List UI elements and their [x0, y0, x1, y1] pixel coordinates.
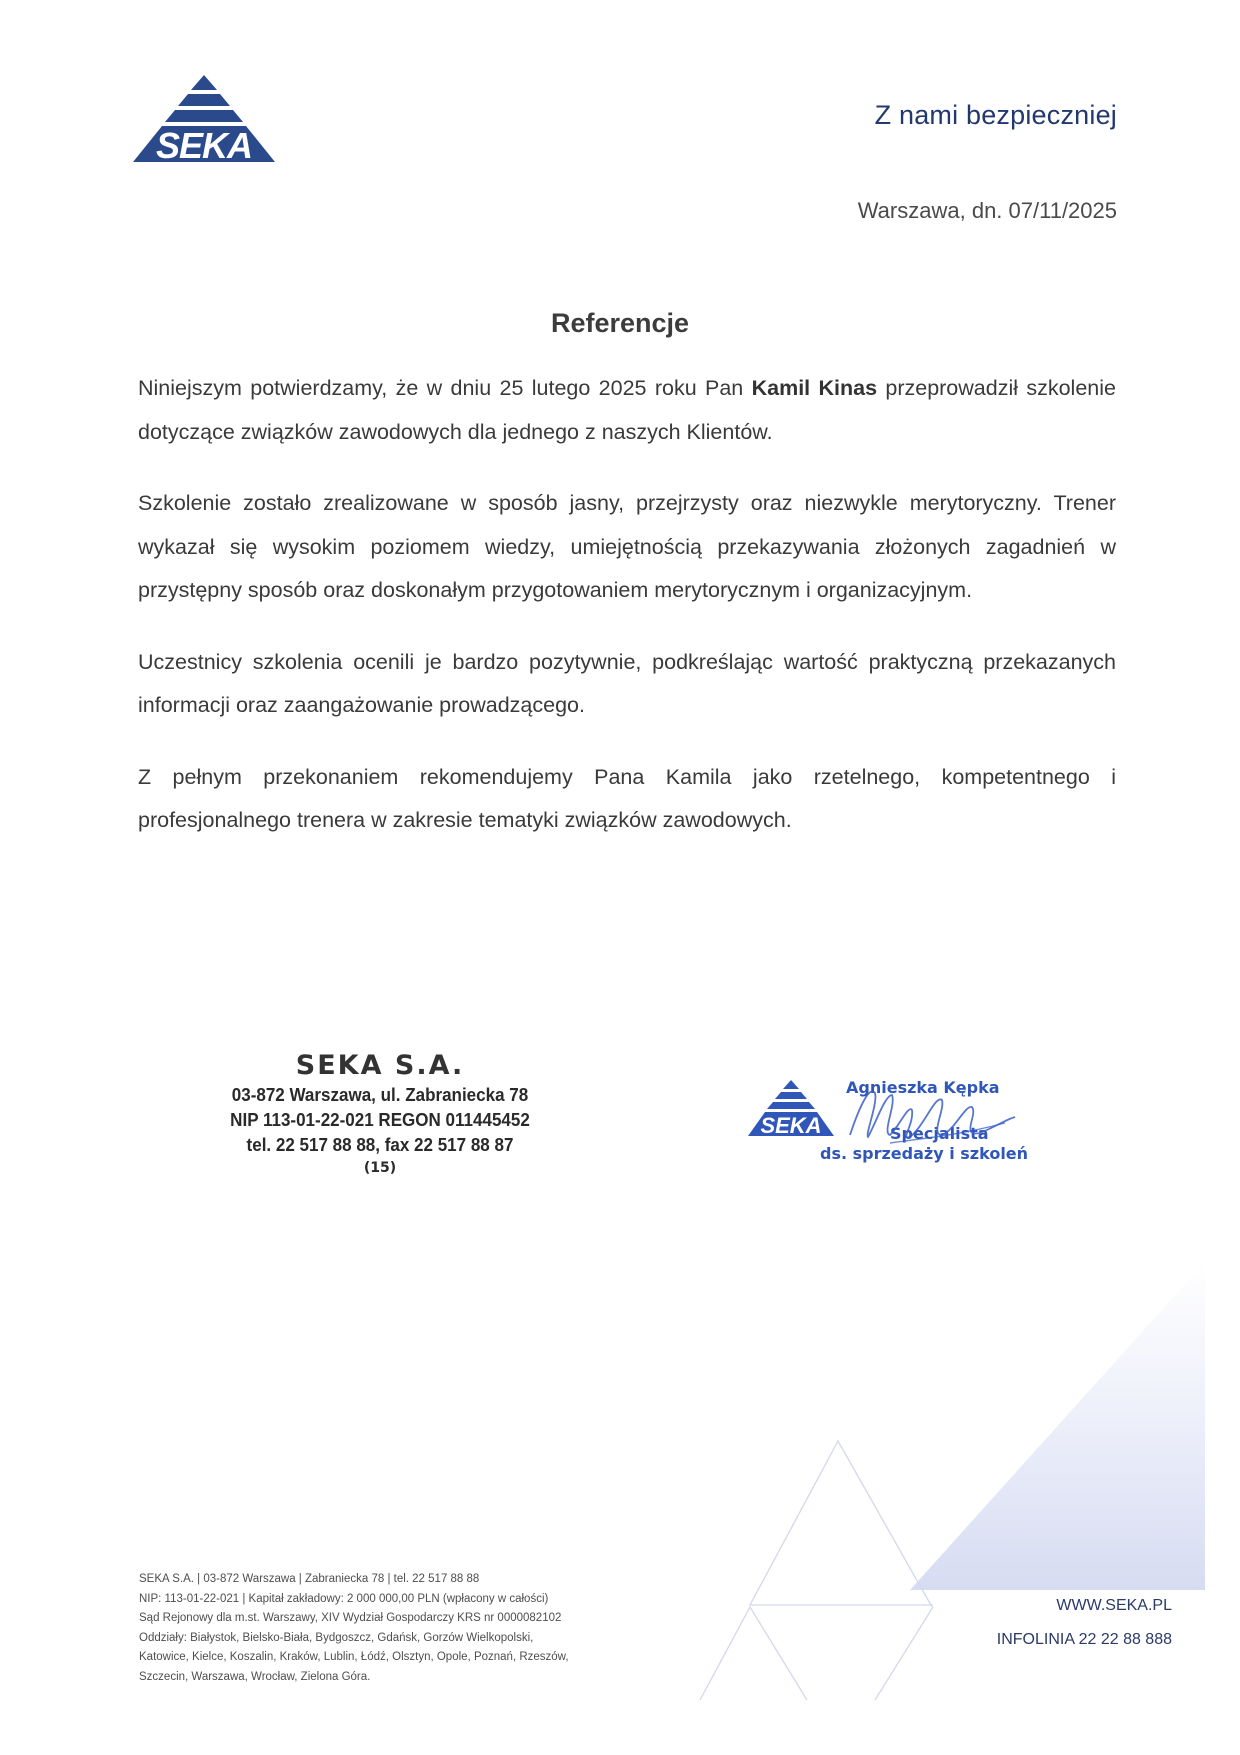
document-body: [138, 367, 1116, 871]
paragraph-4: Z pełnym przekonaniem rekomendujemy Pana Kamila jako rzetelnego, kompetentnego i profesjonalnego trenera w zakresie tematyki związków zawodowych.: [138, 764, 1116, 832]
paragraph-2: Szkolenie zostało zrealizowane w sposób jasny, przejrzysty oraz niezwykle merytoryczny. Trener wykazał się wysokim poziomem wiedzy, umiejętnością przekazywania złożonych zagadnień w przystępny sposób oraz doskonałym przygotowaniem merytorycznym i organizacyjnym.: [138, 491, 1116, 602]
svg-text:SEKA: SEKA: [760, 1113, 822, 1138]
footer-line: Szczecin, Warszawa, Wrocław, Zielona Góra.: [139, 1670, 371, 1683]
footer-website-link[interactable]: WWW.SEKA.PL: [1056, 1597, 1172, 1614]
stamp-address: 03-872 Warszawa, ul. Zabraniecka 78: [231, 1084, 529, 1105]
footer-line: Oddziały: Białystok, Bielsko-Biała, Bydgoszcz, Gdańsk, Gorzów Wielkopolski,: [139, 1631, 534, 1644]
trainer-name: Kamil Kinas: [751, 376, 878, 400]
footer-company-info: [139, 1570, 569, 1687]
footer-line: Katowice, Kielce, Koszalin, Kraków, Lublin, Łódź, Olsztyn, Opole, Poznań, Rzeszów,: [139, 1651, 569, 1663]
stamp-phones: tel. 22 517 88 88, fax 22 517 88 87: [246, 1134, 514, 1155]
signature-seka-logo: [748, 1080, 834, 1138]
footer-triangle-fill: [910, 1262, 1205, 1590]
signatory-name: Agnieszka Kępka: [846, 1078, 1000, 1097]
paragraph-3: Uczestnicy szkolenia ocenili je bardzo pozytywnie, podkreślając wartość praktyczną przekazanych informacji oraz zaangażowanie prowadzącego.: [138, 649, 1116, 717]
stamp-ids: NIP 113-01-22-021 REGON 011445452: [230, 1109, 530, 1130]
date-line: Warszawa, dn. 07/11/2025: [857, 198, 1117, 223]
footer-triangle-outline: [750, 1441, 932, 1607]
company-tagline: Z nami bezpieczniej: [874, 100, 1117, 130]
company-stamp: [190, 1050, 570, 1179]
signatory-role: Specjalista: [890, 1124, 989, 1143]
footer-lower-outline: [700, 1607, 807, 1700]
stamp-company-name: SEKA S.A.: [295, 1050, 465, 1081]
handwritten-signature: [830, 1065, 1020, 1160]
footer-infoline: INFOLINIA 22 22 88 888: [996, 1631, 1172, 1648]
footer-line: NIP: 113-01-22-021 | Kapitał zakładowy: 2 000 000,00 PLN (wpłacony w całości): [139, 1592, 549, 1605]
svg-text:SEKA: SEKA: [155, 125, 253, 166]
seka-logo: [133, 75, 275, 169]
document-title: Referencje: [550, 308, 690, 338]
footer-lower-line: [875, 1607, 933, 1700]
paragraph-1: Niniejszym potwierdzamy, że w dniu 25 lutego 2025 roku Pan Kamil Kinas przeprowadził szkolenie dotyczące związków zawodowych dla jednego z naszych Klientów.: [138, 376, 1116, 444]
stamp-number: (15): [363, 1160, 397, 1176]
footer-line: SEKA S.A. | 03-872 Warszawa | Zabraniecka 78 | tel. 22 517 88 88: [139, 1573, 480, 1585]
footer-line: Sąd Rejonowy dla m.st. Warszawy, XIV Wydział Gospodarczy KRS nr 0000082102: [139, 1612, 562, 1624]
signatory-department: ds. sprzedaży i szkoleń: [820, 1144, 1029, 1163]
